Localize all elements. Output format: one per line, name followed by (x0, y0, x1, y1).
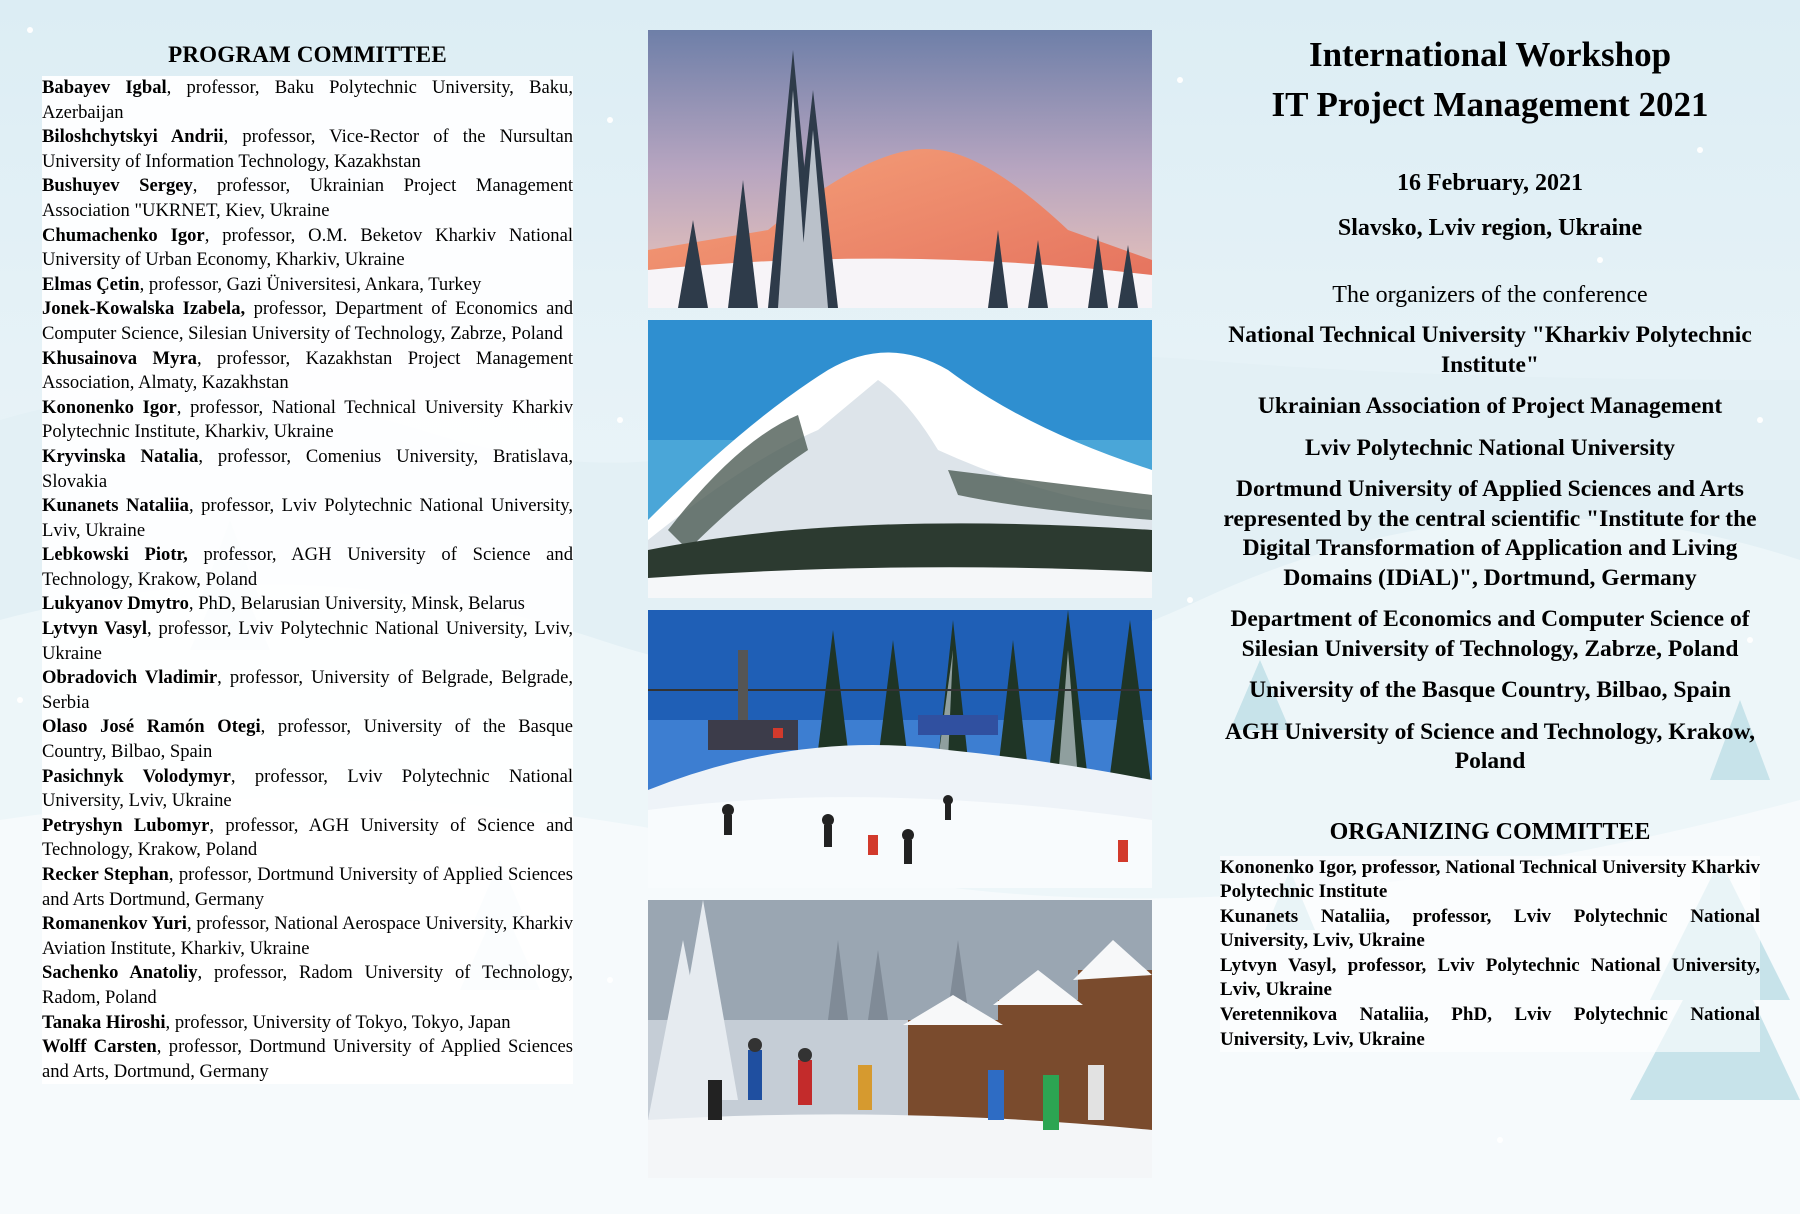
program-committee-member (42, 961, 573, 1010)
member-name: Kononenko Igor (42, 396, 177, 418)
member-name: Wolff Carsten (42, 1036, 157, 1058)
organizers-heading: The organizers of the conference (1332, 282, 1648, 308)
member-details: professor, Department of Economics and Computer Science, Silesian University of Technology, Zabrze, Poland (42, 298, 574, 344)
member-details: , professor, Kazakhstan Project Management Association, Almaty, Kazakhstan (42, 347, 573, 394)
program-committee-member (42, 494, 573, 543)
organizing-committee-heading: ORGANIZING COMMITTEE (1329, 818, 1651, 845)
member-details: , professor, Comenius University, Bratislava, Slovakia (42, 445, 573, 492)
member-name: Kryvinska Natalia (42, 445, 199, 467)
program-committee-member (42, 445, 573, 494)
program-committee-member (42, 1035, 573, 1084)
organizing-committee-member: Veretennikova Nataliia, PhD, Lviv Polytechnic National University, Lviv, Ukraine (1220, 1004, 1760, 1050)
organizer-item: Dortmund University of Applied Sciences and Arts represented by the central scientific "Institute for the Digital Transformation of Application and Living Domains (IDiAL)", Dortmund, Germany (1223, 476, 1757, 591)
organizer-item: AGH University of Science and Technology, Krakow, Poland (1224, 718, 1756, 774)
member-details: , professor, AGH University of Science and Technology, Krakow, Poland (42, 814, 573, 861)
organizer-item: Lviv Polytechnic National University (1304, 434, 1676, 461)
member-details: , professor, University of Belgrade, Belgrade, Serbia (42, 667, 573, 713)
program-committee-member (42, 224, 573, 273)
member-details: , professor, Radom University of Technology, Radom, Poland (42, 962, 573, 1008)
organizer-item: National Technical University "Kharkiv Polytechnic Institute" (1228, 322, 1752, 378)
program-committee-member (42, 666, 573, 715)
member-details: , professor, O.M. Beketov Kharkiv National University of Urban Economy, Kharkiv, Ukraine (42, 224, 573, 271)
member-name: Pasichnyk Volodymyr (42, 765, 231, 787)
member-details: , PhD, Belarusian University, Minsk, Belarus (188, 593, 525, 615)
organizer-item: University of the Basque Country, Bilbao, Spain (1249, 677, 1731, 703)
member-name: Sachenko Anatoliy (42, 962, 198, 984)
member-name: Lytvyn Vasyl (42, 618, 147, 640)
photo-ski-slope (648, 320, 1152, 598)
organizing-committee-member: Kononenko Igor, professor, National Technical University Kharkiv Polytechnic Institute (1220, 856, 1760, 903)
program-committee-heading: PROGRAM COMMITTEE (168, 42, 447, 67)
program-committee-member (42, 912, 573, 961)
member-name: Kunanets Nataliia (42, 495, 189, 517)
member-details: , professor, Vice-Rector of the Nursultan University of Information Technology, Kazakhstan (42, 126, 574, 172)
member-details: , professor, Lviv Polytechnic National University, Lviv, Ukraine (42, 495, 573, 541)
member-details: , professor, University of the Basque Country, Bilbao, Spain (42, 716, 573, 763)
event-date: 16 February, 2021 (1397, 170, 1583, 196)
member-name: Lebkowski Piotr, (42, 544, 188, 566)
member-name: Tanaka Hiroshi (42, 1011, 166, 1033)
program-committee-member (42, 715, 573, 764)
member-details: , professor, Lviv Polytechnic National University, Lviv, Ukraine (42, 618, 574, 664)
member-name: Jonek-Kowalska Izabela, (42, 298, 246, 320)
program-committee-member (42, 297, 573, 346)
organizers-list (1220, 321, 1760, 777)
member-name: Olaso José Ramón Otegi (42, 716, 261, 738)
member-details: , professor, University of Tokyo, Tokyo, Japan (165, 1011, 511, 1033)
member-name: Biloshchytskyi Andrii (42, 126, 224, 148)
event-title-line2: IT Project Management 2021 (1271, 85, 1709, 124)
organizing-committee-list (1220, 856, 1760, 1053)
organizing-committee-member: Lytvyn Vasyl, professor, Lviv Polytechnic National University, Lviv, Ukraine (1220, 954, 1760, 1001)
member-name: Lukyanov Dmytro (42, 593, 189, 615)
program-committee-member (42, 396, 573, 445)
program-committee-member (42, 863, 573, 912)
member-name: Babayev Igbal (42, 77, 167, 98)
member-name: Bushuyev Sergey (42, 175, 193, 197)
member-name: Recker Stephan (42, 864, 169, 885)
program-committee-member (42, 765, 573, 814)
member-name: Chumachenko Igor (42, 224, 205, 246)
member-details: , professor, Gazi Üniversitesi, Ankara, Turkey (139, 273, 482, 295)
program-committee-member (42, 347, 573, 396)
member-name: Obradovich Vladimir (42, 667, 218, 689)
member-details: , professor, Lviv Polytechnic National University, Lviv, Ukraine (42, 765, 573, 812)
member-details: , professor, Dortmund University of Applied Sciences and Arts Dortmund, Germany (42, 864, 573, 910)
photo-winter-market (648, 900, 1152, 1178)
program-committee-list (42, 76, 573, 1084)
program-committee-member (42, 1011, 573, 1036)
program-committee-member (42, 125, 573, 174)
program-committee-member (42, 543, 573, 592)
program-committee-member (42, 617, 573, 666)
event-location: Slavsko, Lviv region, Ukraine (1337, 215, 1643, 241)
event-info-section (1220, 30, 1760, 1052)
event-title-line1: International Workshop (1308, 35, 1672, 74)
program-committee-member (42, 592, 573, 617)
member-details: , professor, Ukrainian Project Management Association "UKRNET, Kiev, Ukraine (42, 175, 573, 221)
program-committee-member (42, 76, 573, 125)
photo-mountain-sunset (648, 30, 1152, 308)
organizer-item: Department of Economics and Computer Science of Silesian University of Technology, Zabrze, Poland (1230, 606, 1750, 662)
program-committee-member (42, 814, 573, 863)
member-details: , professor, National Technical University Kharkiv Polytechnic Institute, Kharkiv, Ukraine (42, 396, 573, 443)
organizer-item: Ukrainian Association of Project Management (1257, 393, 1723, 419)
member-name: Khusainova Myra (42, 347, 197, 369)
member-details: , professor, Baku Polytechnic University, Baku, Azerbaijan (42, 77, 573, 123)
member-details: , professor, Dortmund University of Applied Sciences and Arts, Dortmund, Germany (42, 1036, 574, 1082)
photo-ski-lift (648, 610, 1152, 888)
member-name: Elmas Çetin (42, 273, 140, 295)
program-committee-member (42, 273, 573, 298)
member-name: Petryshyn Lubomyr (42, 814, 210, 836)
member-details: , professor, National Aerospace University, Kharkiv Aviation Institute, Kharkiv, Ukraine (42, 913, 573, 959)
program-committee-section (42, 42, 573, 1084)
program-committee-member (42, 174, 573, 223)
member-name: Romanenkov Yuri (42, 913, 187, 935)
organizing-committee-member: Kunanets Nataliia, professor, Lviv Polytechnic National University, Lviv, Ukraine (1220, 905, 1760, 952)
member-details: professor, AGH University of Science and Technology, Krakow, Poland (42, 544, 573, 590)
